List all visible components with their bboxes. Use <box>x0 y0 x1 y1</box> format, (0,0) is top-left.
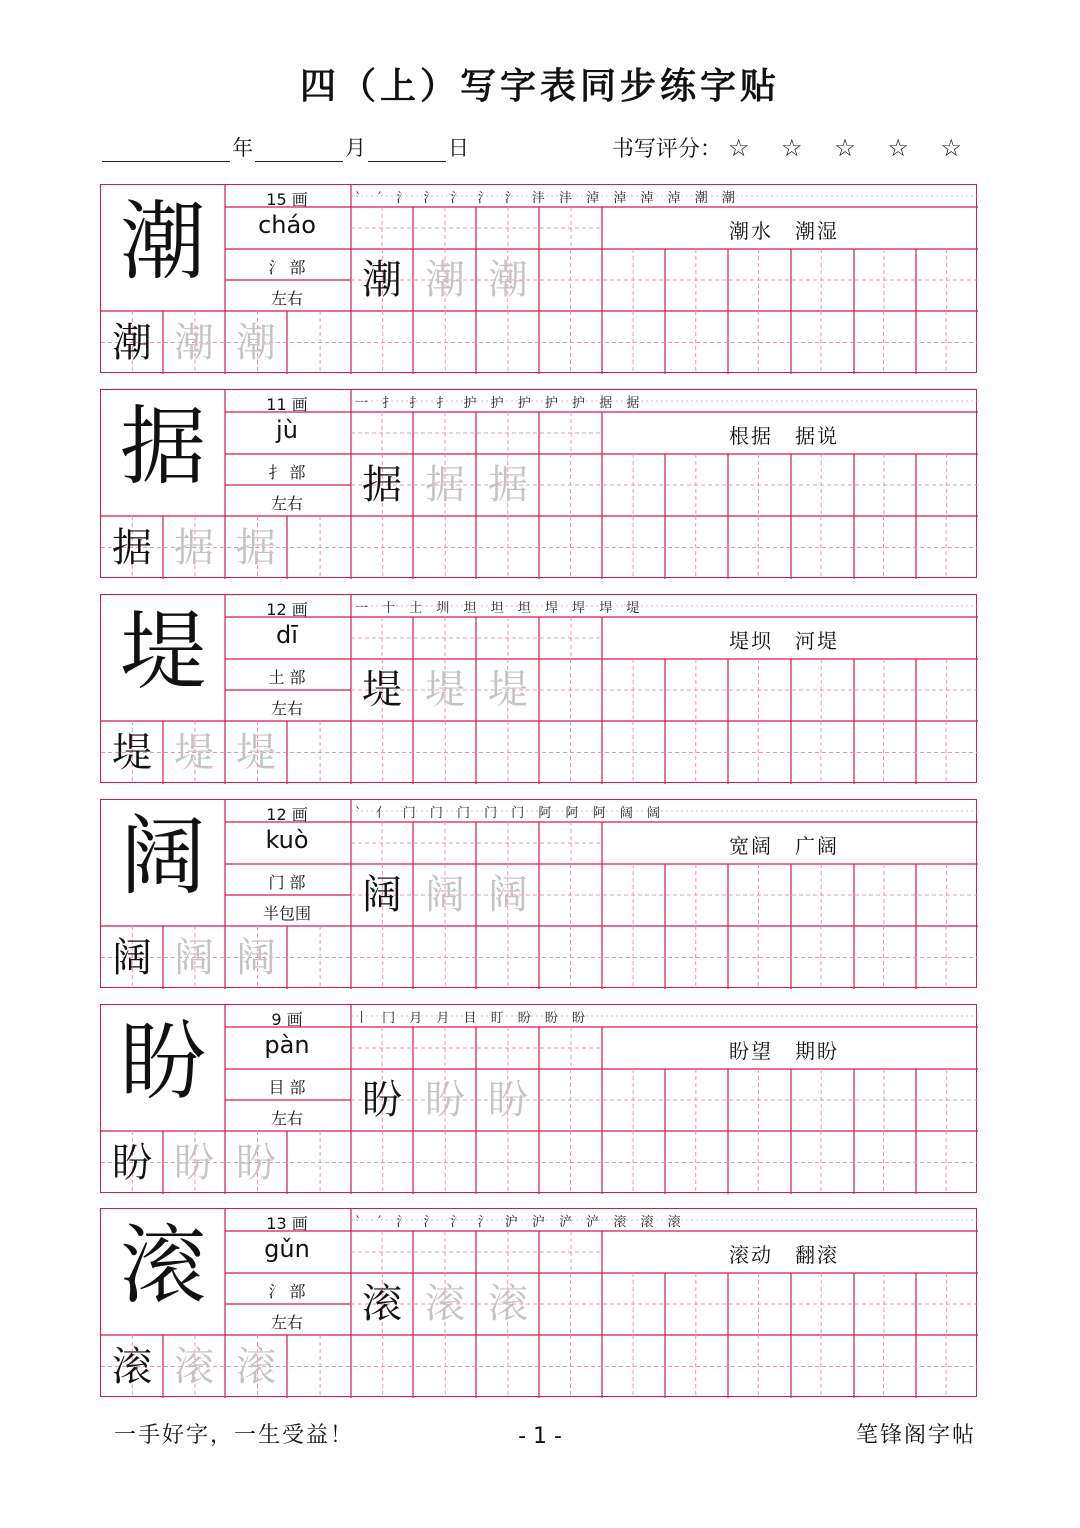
example-word: 潮水 <box>729 219 773 243</box>
model-character: 潮 <box>112 320 152 366</box>
trace-character: 潮 <box>488 257 528 303</box>
structure: 左右 <box>270 494 303 513</box>
trace-character: 潮 <box>425 257 465 303</box>
big-character: 盼 <box>120 1012 206 1112</box>
big-character: 堤 <box>120 602 206 702</box>
date-line <box>100 132 469 162</box>
pinyin: cháo <box>258 211 316 239</box>
trace-character: 潮 <box>174 320 214 366</box>
model-character: 潮 <box>362 257 402 303</box>
big-character: 滚 <box>120 1216 206 1316</box>
model-character: 滚 <box>362 1281 402 1327</box>
stroke-count: 12 画 <box>266 600 308 619</box>
example-word: 滚动 <box>729 1243 773 1267</box>
char-card <box>100 184 977 373</box>
structure: 左右 <box>270 699 303 718</box>
rating-label: 书写评分： <box>611 137 722 162</box>
big-character: 据 <box>120 397 206 497</box>
example-word: 广阔 <box>795 834 839 858</box>
trace-character: 盼 <box>488 1077 528 1123</box>
trace-character: 阔 <box>174 935 214 981</box>
trace-character: 潮 <box>236 320 276 366</box>
radical: 门 部 <box>268 873 306 892</box>
char-card <box>100 594 977 783</box>
model-character: 堤 <box>362 667 402 713</box>
stroke-count: 9 画 <box>271 1010 303 1029</box>
structure: 左右 <box>270 289 303 308</box>
example-word: 堤坝 <box>729 629 773 653</box>
example-word: 宽阔 <box>729 834 773 858</box>
example-word: 根据 <box>729 424 773 448</box>
trace-character: 滚 <box>488 1281 528 1327</box>
radical: 扌 部 <box>268 463 306 482</box>
word-examples <box>729 215 839 244</box>
structure: 左右 <box>270 1109 303 1128</box>
structure: 左右 <box>270 1313 303 1332</box>
stroke-count: 11 画 <box>266 395 308 414</box>
example-word: 盼望 <box>729 1039 773 1063</box>
model-character: 滚 <box>112 1344 152 1390</box>
example-word: 期盼 <box>795 1039 839 1063</box>
pinyin: jù <box>276 416 298 444</box>
example-word: 潮湿 <box>795 219 839 243</box>
stroke-order: 丨 冂 月 月 目 盯 盼 盼 盼 <box>355 1011 591 1026</box>
trace-character: 阔 <box>236 935 276 981</box>
page-title: 四（上）写字表同步练字贴 <box>299 65 780 107</box>
year-blank[interactable] <box>102 135 230 162</box>
trace-character: 盼 <box>236 1140 276 1186</box>
stroke-count: 13 画 <box>266 1214 308 1233</box>
pinyin: dī <box>276 621 298 649</box>
model-character: 阔 <box>112 935 152 981</box>
footer-brand: 笔锋阁字帖 <box>855 1423 976 1448</box>
trace-character: 阔 <box>488 872 528 918</box>
radical: 目 部 <box>268 1078 306 1097</box>
trace-character: 据 <box>425 462 465 508</box>
radical: 氵 部 <box>268 1282 306 1301</box>
structure: 半包围 <box>262 904 311 923</box>
model-character: 盼 <box>362 1077 402 1123</box>
trace-character: 盼 <box>425 1077 465 1123</box>
stroke-order: 一 扌 扌 扌 护 护 护 护 护 据 据 <box>355 396 645 411</box>
rating <box>612 132 974 163</box>
big-character: 潮 <box>120 192 206 292</box>
model-character: 据 <box>362 462 402 508</box>
month-blank[interactable] <box>255 135 343 162</box>
stroke-order: 一 十 土 圳 坦 坦 坦 垾 垾 垾 堤 <box>355 601 645 616</box>
pinyin: gǔn <box>264 1235 310 1263</box>
trace-character: 堤 <box>236 730 276 776</box>
word-examples <box>729 420 839 449</box>
char-card <box>100 799 977 988</box>
pinyin: kuò <box>265 826 309 854</box>
stroke-order: ` 亻 门 门 门 门 门 阿 阿 阿 阔 阔 <box>355 806 665 821</box>
month-label: 月 <box>345 136 366 160</box>
model-character: 据 <box>112 525 152 571</box>
year-label: 年 <box>232 136 253 160</box>
trace-character: 据 <box>174 525 214 571</box>
model-character: 阔 <box>362 872 402 918</box>
model-character: 盼 <box>112 1140 152 1186</box>
stroke-order: ` ˊ 氵 氵 氵 氵 沪 沪 浐 浐 滚 滚 滚 <box>355 1215 686 1230</box>
example-word: 翻滚 <box>795 1243 839 1267</box>
page-number: - 1 - <box>518 1424 562 1449</box>
trace-character: 滚 <box>236 1344 276 1390</box>
day-label: 日 <box>448 136 469 160</box>
trace-character: 滚 <box>174 1344 214 1390</box>
footer-motto: 一手好字，一生受益！ <box>114 1423 355 1448</box>
trace-character: 盼 <box>174 1140 214 1186</box>
char-card <box>100 1208 977 1397</box>
example-word: 河堤 <box>795 629 839 653</box>
word-examples <box>729 830 839 859</box>
model-character: 堤 <box>112 730 152 776</box>
char-card <box>100 389 977 578</box>
stroke-count: 12 画 <box>266 805 308 824</box>
trace-character: 堤 <box>174 730 214 776</box>
trace-character: 堤 <box>425 667 465 713</box>
trace-character: 据 <box>236 525 276 571</box>
trace-character: 堤 <box>488 667 528 713</box>
char-card <box>100 1004 977 1193</box>
trace-character: 阔 <box>425 872 465 918</box>
trace-character: 滚 <box>425 1281 465 1327</box>
word-examples <box>729 1035 839 1064</box>
trace-character: 据 <box>488 462 528 508</box>
pinyin: pàn <box>264 1031 310 1059</box>
big-character: 阔 <box>120 807 206 907</box>
example-word: 据说 <box>795 424 839 448</box>
radical: 土 部 <box>268 668 306 687</box>
rating-stars[interactable]: ☆ ☆ ☆ ☆ ☆ <box>727 133 974 162</box>
stroke-order: ` ˊ 氵 氵 氵 氵 氵 沣 沣 淖 淖 淖 淖 潮 潮 <box>355 191 740 206</box>
word-examples <box>729 1239 839 1268</box>
radical: 氵 部 <box>268 258 306 277</box>
stroke-count: 15 画 <box>266 190 308 209</box>
day-blank[interactable] <box>368 135 446 162</box>
word-examples <box>729 625 839 654</box>
